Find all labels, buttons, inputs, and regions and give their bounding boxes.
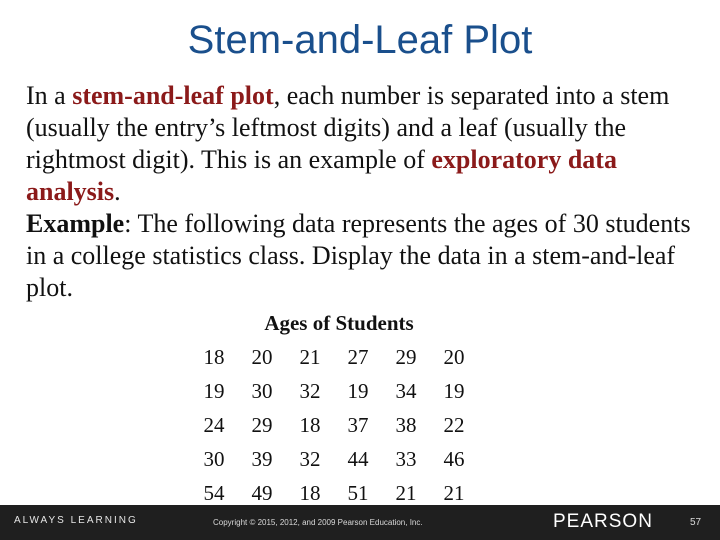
table-title: Ages of Students (264, 311, 414, 335)
ages-table (190, 340, 478, 510)
pearson-logo: PEARSON (553, 511, 653, 532)
table-cell: 32 (299, 378, 321, 403)
term-exploratory: exploratory data analysis (26, 145, 617, 206)
definition-text: , each number is separated into a stem (usually the entry’s leftmost digits) and a leaf (usually the rightmost digit). This is an example of (26, 81, 670, 174)
table-cell: 37 (347, 412, 369, 437)
table-cell: 33 (395, 446, 417, 471)
table-cell: 29 (251, 412, 273, 437)
body-paragraph (26, 80, 706, 304)
table-cell: 21 (443, 480, 465, 505)
table-cell: 54 (203, 480, 225, 505)
table-row (190, 442, 478, 476)
table-cell: 49 (251, 480, 273, 505)
table-cell: 24 (203, 412, 225, 437)
table-row (190, 374, 478, 408)
table-cell: 38 (395, 412, 417, 437)
copyright-text: Copyright © 2015, 2012, and 2009 Pearson Education, Inc. (213, 518, 423, 527)
period-text: . (114, 177, 121, 206)
table-cell: 21 (395, 480, 417, 505)
table-cell: 21 (299, 344, 321, 369)
table-cell: 51 (347, 480, 369, 505)
table-row (190, 408, 478, 442)
footer-bar (0, 505, 720, 540)
table-cell: 20 (443, 344, 465, 369)
page-number: 57 (690, 517, 702, 528)
table-cell: 34 (395, 378, 417, 403)
intro-text: In a (26, 81, 73, 110)
table-cell: 32 (299, 446, 321, 471)
table-cell: 18 (299, 412, 321, 437)
table-cell: 19 (443, 378, 465, 403)
slide-title: Stem-and-Leaf Plot (187, 18, 533, 62)
footer-tagline: ALWAYS LEARNING (14, 515, 138, 526)
table-cell: 44 (347, 446, 369, 471)
table-cell: 27 (347, 344, 369, 369)
table-cell: 46 (443, 446, 465, 471)
table-cell: 18 (203, 344, 225, 369)
table-cell: 39 (251, 446, 273, 471)
table-cell: 19 (347, 378, 369, 403)
table-cell: 19 (203, 378, 225, 403)
example-label: Example (26, 209, 125, 238)
table-cell: 22 (443, 412, 465, 437)
table-cell: 30 (203, 446, 225, 471)
table-cell: 30 (251, 378, 273, 403)
table-cell: 20 (251, 344, 273, 369)
table-cell: 18 (299, 480, 321, 505)
term-stem-and-leaf: stem-and-leaf plot (72, 81, 274, 110)
table-row (190, 340, 478, 374)
example-text: : The following data represents the ages of 30 students in a college statistics class. Display the data in a stem-and-leaf plot. (26, 209, 691, 302)
table-cell: 29 (395, 344, 417, 369)
